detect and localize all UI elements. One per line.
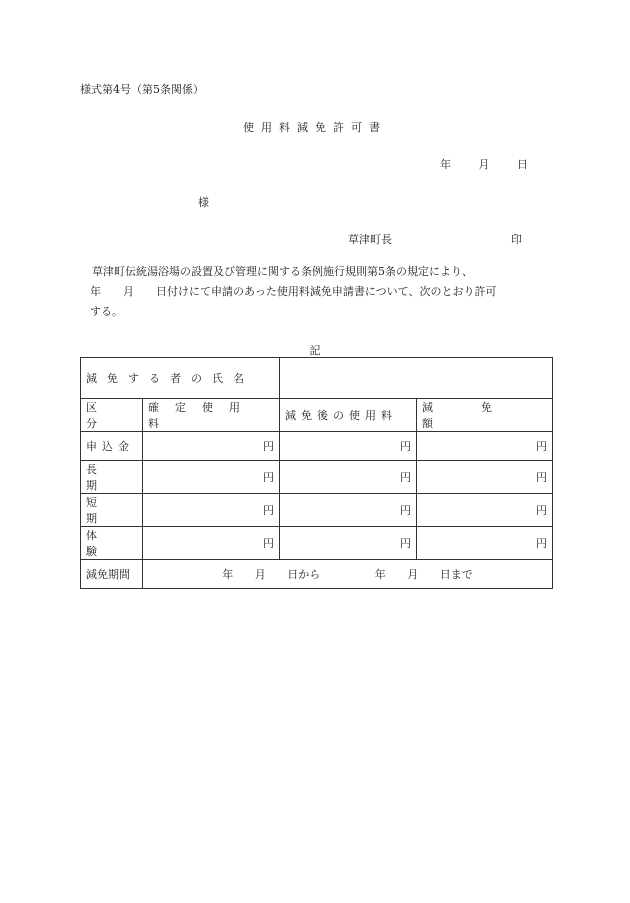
issuer-name: 草津町長 (348, 233, 392, 246)
body-paragraph (80, 262, 540, 322)
body-month: 月 (123, 285, 134, 298)
header-reduction: 減免額 (417, 399, 553, 432)
issue-date (440, 156, 528, 172)
addressee-suffix: 様 (198, 196, 209, 209)
date-month: 月 (478, 158, 490, 171)
document-title: 使用料減免許可書 (243, 121, 387, 134)
name-row-label: 減免する者の氏名 (81, 358, 280, 399)
header-after-fee: 減免後の使用料 (280, 399, 417, 432)
after-fee-cell[interactable]: 円 (280, 461, 417, 494)
date-day: 日 (517, 158, 528, 171)
after-fee-cell[interactable]: 円 (280, 432, 417, 461)
table-row (81, 494, 553, 527)
name-field[interactable] (280, 358, 553, 399)
period-label: 減免期間 (81, 560, 143, 589)
fixed-fee-cell[interactable]: 円 (143, 432, 280, 461)
after-fee-cell[interactable]: 円 (280, 527, 417, 560)
seal-mark: 印 (511, 233, 522, 246)
form-number: 様式第4号（第5条関係） (80, 83, 204, 96)
row-label: 短期 (81, 494, 143, 527)
after-fee-cell[interactable]: 円 (280, 494, 417, 527)
body-year: 年 (90, 285, 101, 298)
fixed-fee-cell[interactable]: 円 (143, 461, 280, 494)
body-line-3: する。 (90, 305, 123, 318)
period-value[interactable]: 年 月 日から 年 月 日まで (143, 560, 553, 589)
reduction-cell[interactable]: 円 (417, 461, 553, 494)
fixed-fee-cell[interactable]: 円 (143, 527, 280, 560)
reduction-cell[interactable]: 円 (417, 494, 553, 527)
ki-heading: 記 (309, 344, 321, 357)
fixed-fee-cell[interactable]: 円 (143, 494, 280, 527)
row-label: 長期 (81, 461, 143, 494)
header-fixed-fee: 確定使用料 (143, 399, 280, 432)
reduction-cell[interactable]: 円 (417, 527, 553, 560)
period-row (81, 560, 553, 589)
row-label: 体験 (81, 527, 143, 560)
header-category: 区分 (81, 399, 143, 432)
body-rest: 日付けにて申請のあった使用料減免申請書について、次のとおり許可 (156, 285, 497, 298)
reduction-table (80, 357, 553, 589)
table-row (81, 461, 553, 494)
header-row (81, 399, 553, 432)
reduction-cell[interactable]: 円 (417, 432, 553, 461)
table-row (81, 527, 553, 560)
table-row (81, 432, 553, 461)
body-line-2 (80, 282, 540, 302)
date-year: 年 (440, 158, 451, 171)
body-line-1: 草津町伝統湯浴場の設置及び管理に関する条例施行規則第5条の規定により、 (92, 265, 473, 278)
row-label: 申込金 (81, 432, 143, 461)
name-row (81, 358, 553, 399)
